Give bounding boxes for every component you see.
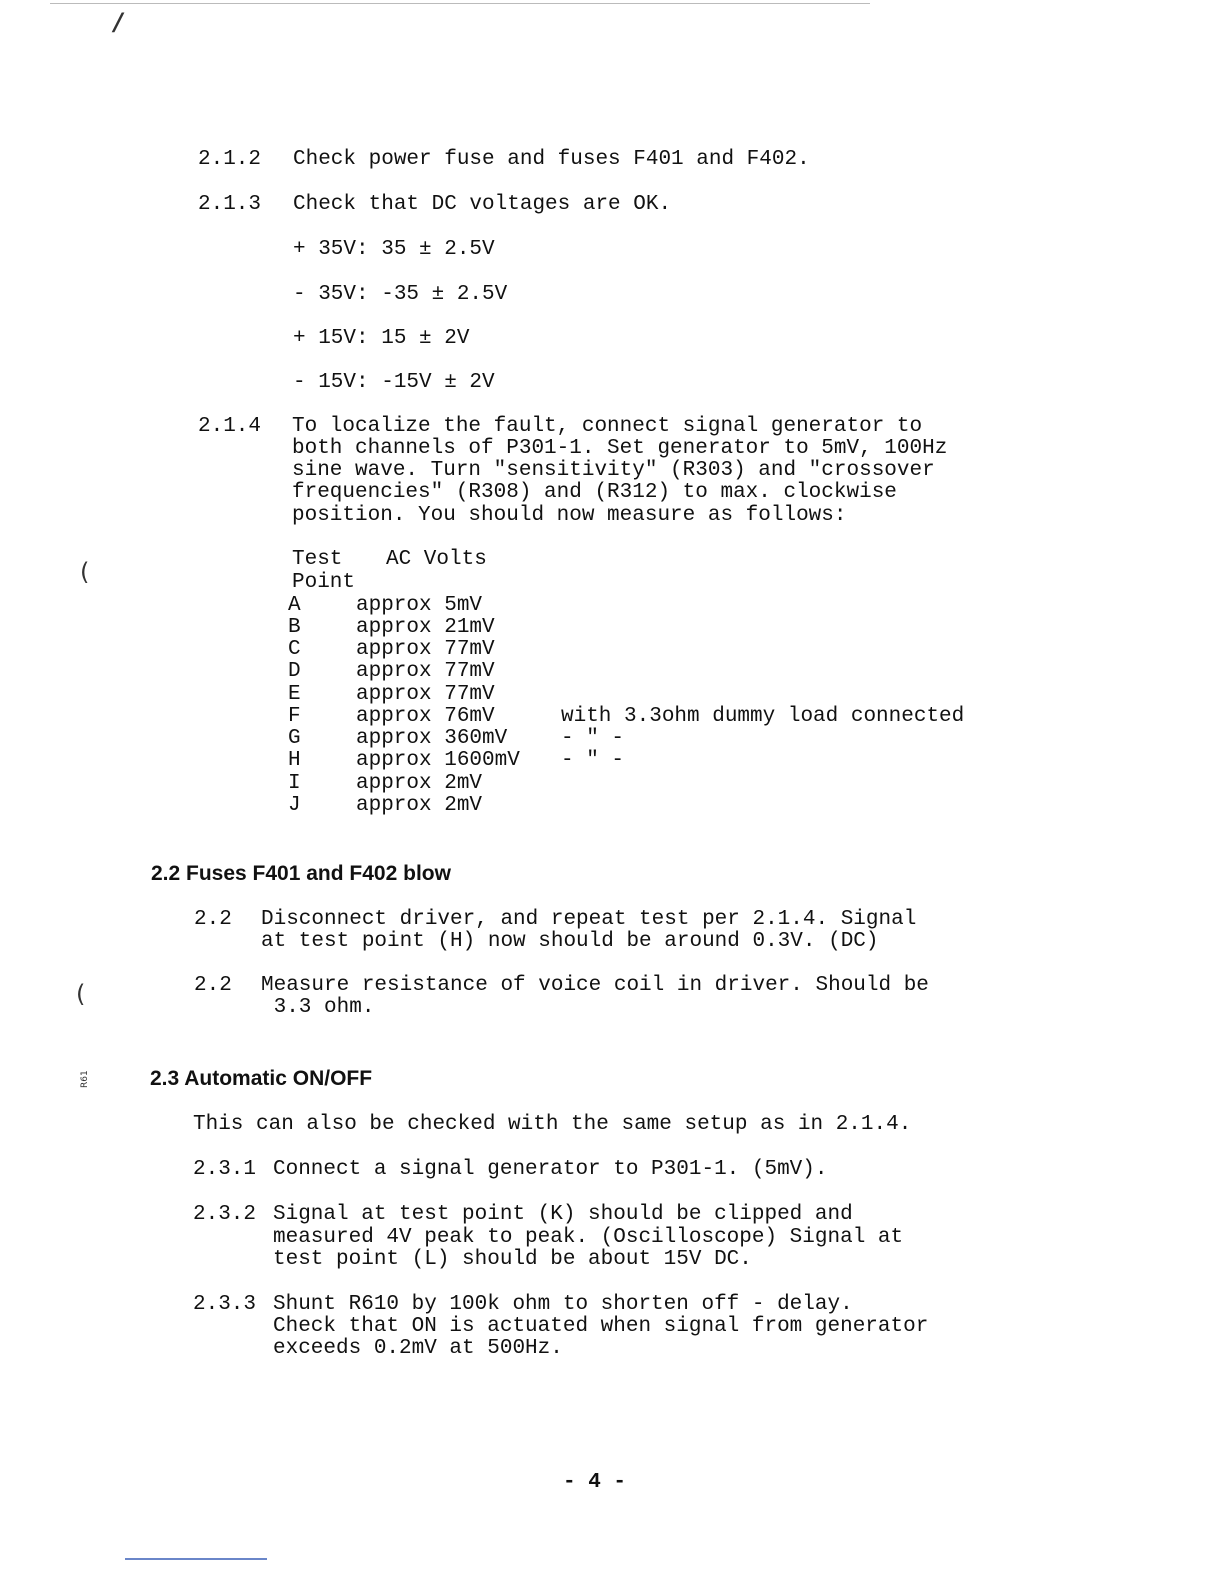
item-number: 2.1.3	[198, 193, 262, 216]
item-number: 2.3.2	[193, 1203, 257, 1226]
table-note: - " -	[561, 749, 625, 772]
table-value: approx 77mV	[356, 683, 495, 706]
item-text: Check that DC voltages are OK.	[293, 193, 672, 216]
table-value: approx 2mV	[356, 772, 483, 795]
table-value: approx 5mV	[356, 594, 483, 617]
item-number: 2.2	[194, 974, 232, 997]
table-point: I	[288, 772, 301, 795]
item-text-line: both channels of P301-1. Set generator to 5mV, 100Hz	[292, 437, 948, 460]
item-text-line: position. You should now measure as follows:	[292, 504, 847, 527]
item-text-line: at test point (H) now should be around 0.3V. (DC)	[261, 930, 879, 953]
item-text-line: Shunt R610 by 100k ohm to shorten off - delay.	[273, 1293, 853, 1316]
table-value: approx 21mV	[356, 616, 495, 639]
table-value: approx 76mV	[356, 705, 495, 728]
item-number: 2.1.2	[198, 148, 262, 171]
table-point: A	[288, 594, 301, 617]
table-point: C	[288, 638, 301, 661]
item-text-line: Check that ON is actuated when signal from generator	[273, 1315, 929, 1338]
item-number: 2.1.4	[198, 415, 262, 438]
item-text-line: To localize the fault, connect signal generator to	[292, 415, 923, 438]
item-number: 2.2	[194, 908, 232, 931]
item-text-line: frequencies" (R308) and (R312) to max. clockwise	[292, 481, 897, 504]
voltage-spec: + 35V: 35 ± 2.5V	[293, 238, 495, 261]
voltage-spec: - 35V: -35 ± 2.5V	[293, 283, 508, 306]
table-note: with 3.3ohm dummy load connected	[561, 705, 965, 728]
binder-hole-mark: (	[76, 980, 86, 1008]
item-text-line: sine wave. Turn "sensitivity" (R303) and "crossover	[292, 459, 935, 482]
section-heading: 2.2 Fuses F401 and F402 blow	[151, 862, 451, 885]
margin-label: R61	[80, 1070, 90, 1088]
item-text-line: Signal at test point (K) should be clipped and	[273, 1203, 853, 1226]
table-header-test: Test	[292, 548, 343, 571]
table-value: approx 1600mV	[356, 749, 520, 772]
item-text-line: measured 4V peak to peak. (Oscilloscope) Signal at	[273, 1226, 904, 1249]
table-value: approx 360mV	[356, 727, 508, 750]
voltage-spec: - 15V: -15V ± 2V	[293, 371, 495, 394]
table-point: H	[288, 749, 301, 772]
section-intro: This can also be checked with the same setup as in 2.1.4.	[193, 1113, 912, 1136]
table-point: J	[288, 794, 301, 817]
table-value: approx 77mV	[356, 638, 495, 661]
scan-mark: /	[114, 8, 123, 36]
item-text: Check power fuse and fuses F401 and F402.	[293, 148, 810, 171]
table-value: approx 2mV	[356, 794, 483, 817]
table-note: - " -	[561, 727, 625, 750]
table-header-ac-volts: AC Volts	[386, 548, 487, 571]
binder-hole-mark: (	[80, 558, 90, 586]
page-number: - 4 -	[563, 1471, 627, 1494]
item-text-line: exceeds 0.2mV at 500Hz.	[273, 1337, 563, 1360]
item-text-line: Disconnect driver, and repeat test per 2.1.4. Signal	[261, 908, 917, 931]
item-text-line: test point (L) should be about 15V DC.	[273, 1248, 752, 1271]
scan-top-edge	[50, 3, 870, 4]
section-heading: 2.3 Automatic ON/OFF	[150, 1067, 373, 1090]
item-text-line: Measure resistance of voice coil in driver. Should be	[261, 974, 929, 997]
table-point: G	[288, 727, 301, 750]
item-text-line: 3.3 ohm.	[261, 996, 375, 1019]
item-number: 2.3.1	[193, 1158, 257, 1181]
table-point: E	[288, 683, 301, 706]
table-value: approx 77mV	[356, 660, 495, 683]
table-header-point: Point	[292, 571, 356, 594]
voltage-spec: + 15V: 15 ± 2V	[293, 327, 470, 350]
footer-rule	[125, 1558, 267, 1560]
item-text: Connect a signal generator to P301-1. (5mV).	[273, 1158, 828, 1181]
item-number: 2.3.3	[193, 1293, 257, 1316]
table-point: B	[288, 616, 301, 639]
table-point: F	[288, 705, 301, 728]
table-point: D	[288, 660, 301, 683]
